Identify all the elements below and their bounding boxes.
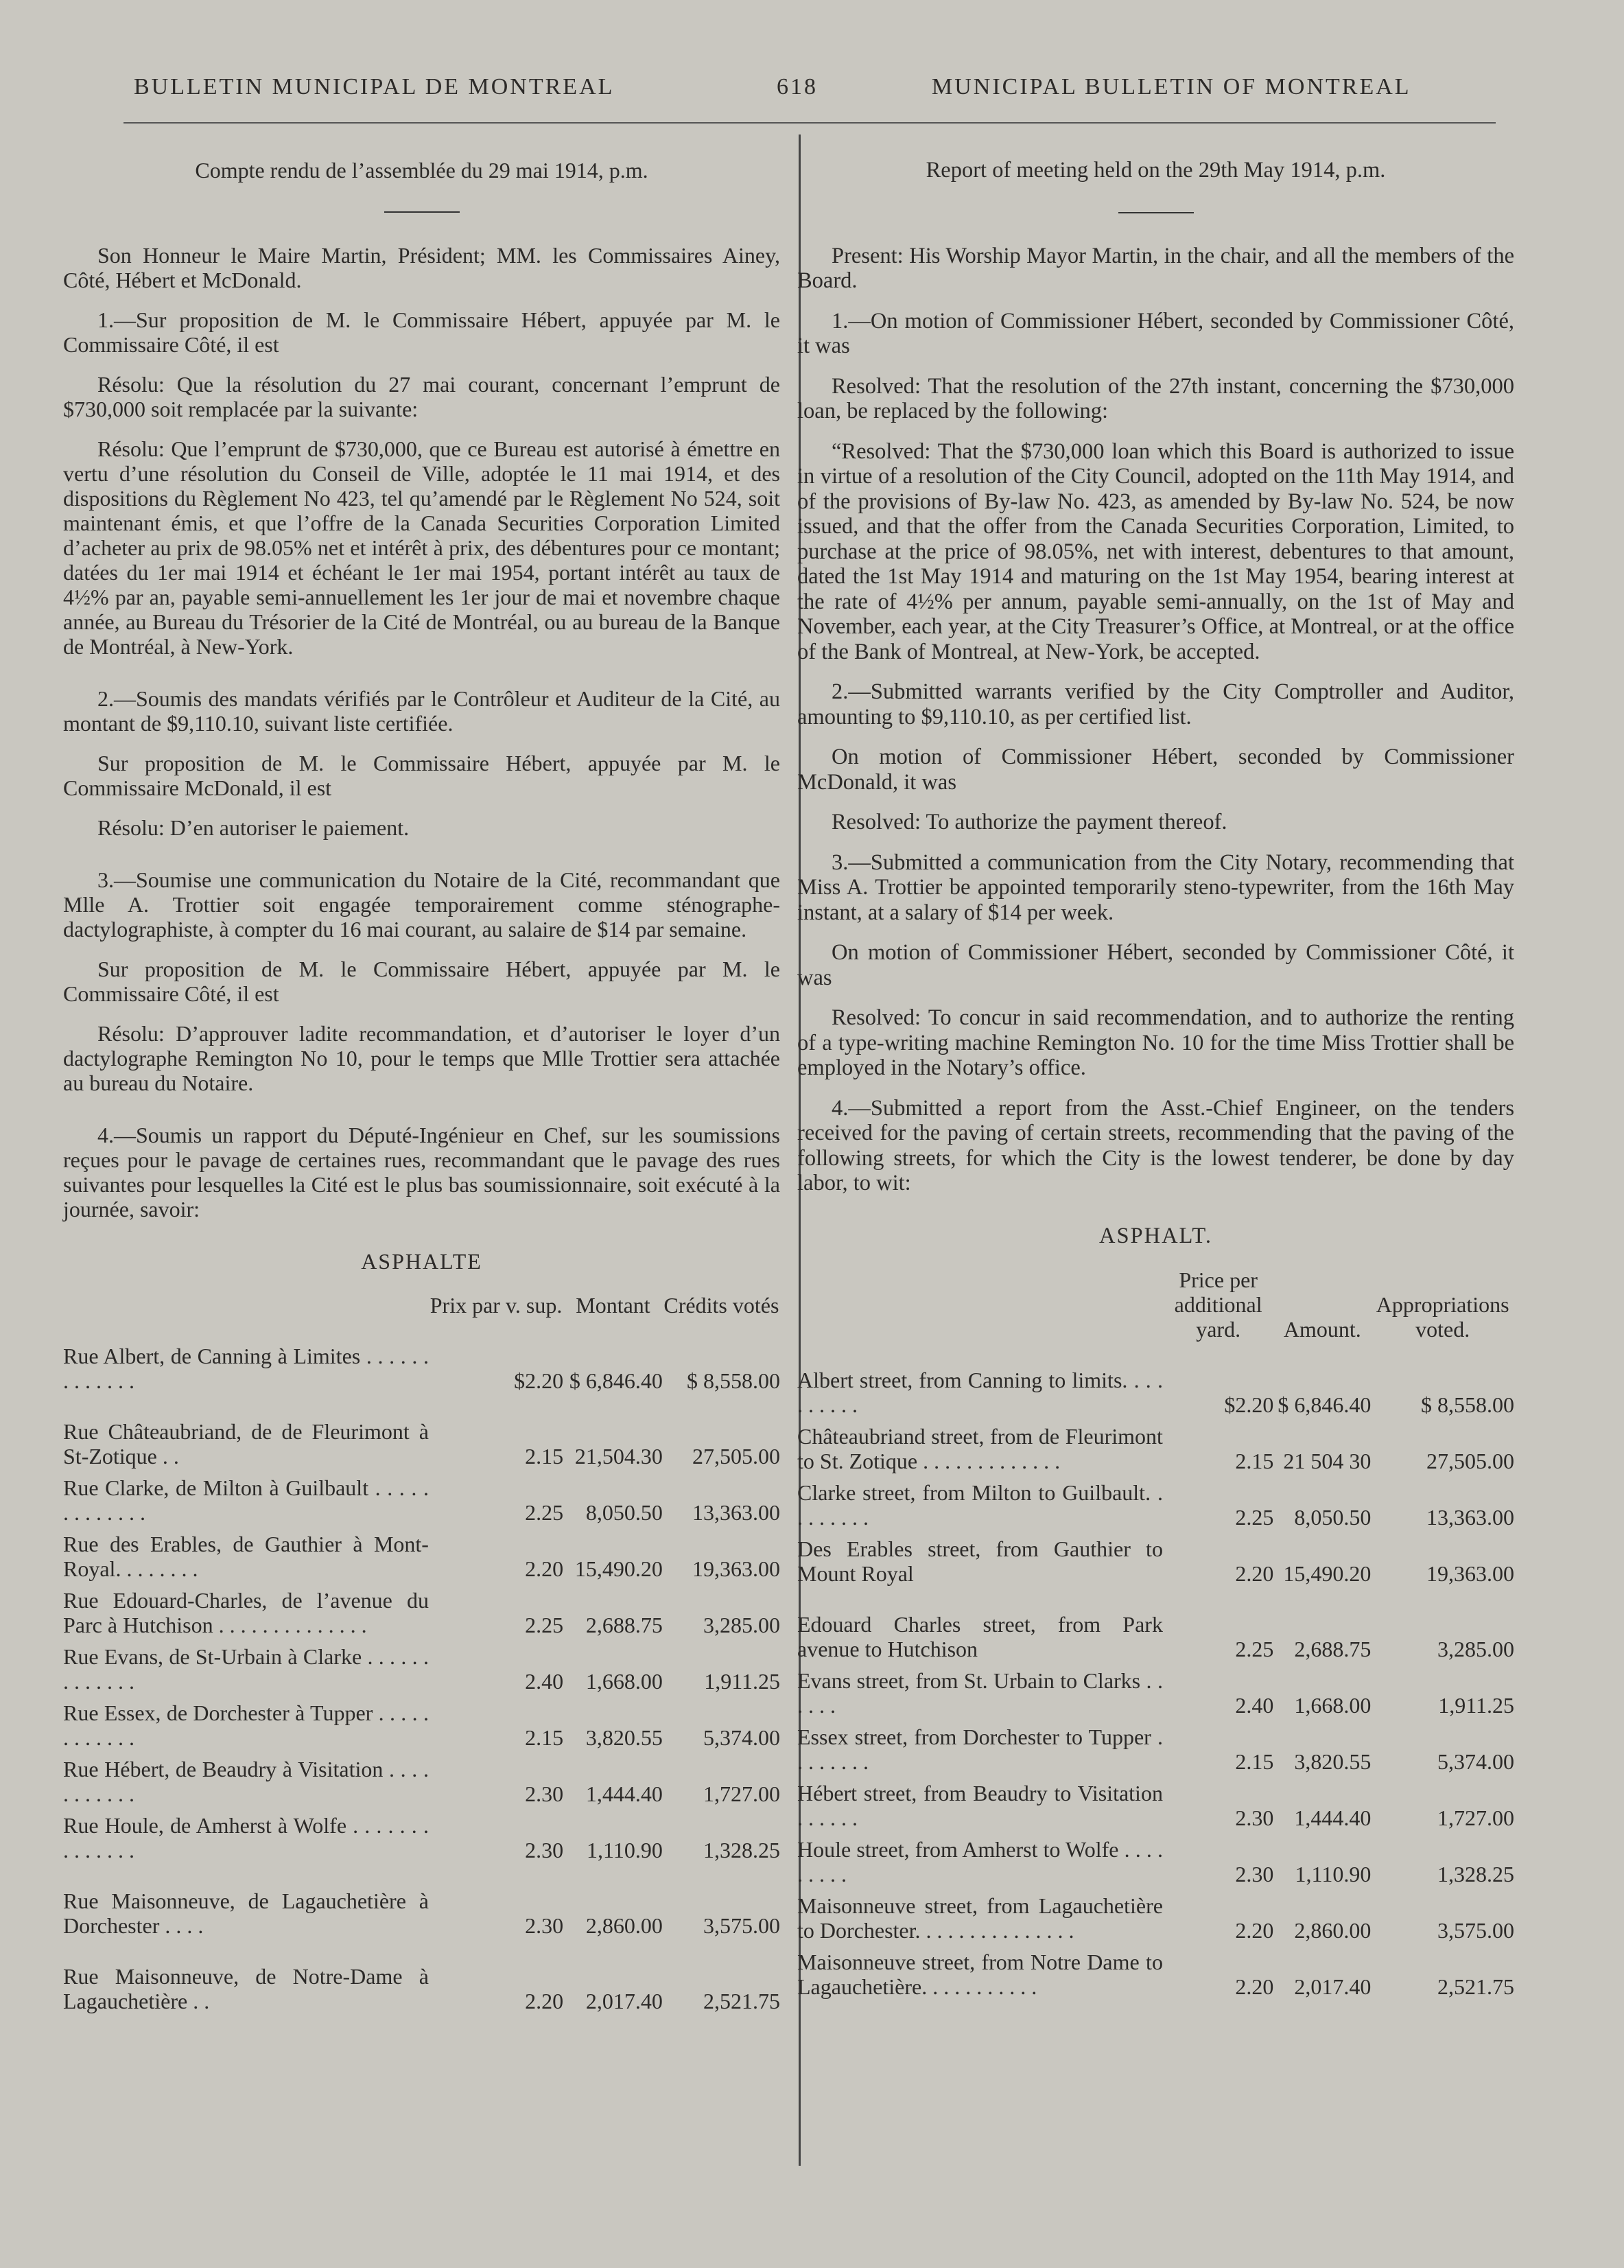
table-row [63,1862,780,1938]
credit-cell: 1,727.00 [1437,1805,1514,1830]
price-cell: 2.25 [1235,1637,1274,1661]
en-paragraph: Present: His Worship Mayor Martin, in the chair, and all the members of the Board. [797,243,1514,293]
credit-cell: 1,328.25 [703,1838,780,1862]
price-cell: 2.30 [1235,1862,1274,1886]
table-row [63,1525,780,1581]
price-cell: 2.40 [1235,1693,1274,1718]
amount-cell: 2,688.75 [585,1613,663,1637]
table-row [797,1530,1514,1586]
table-header: Appropriations voted. [1376,1292,1509,1342]
en-paragraph: 2.—Submitted warrants verified by the City Comptroller and Auditor, amounting to $9,110.10, as per certified list. [797,679,1514,729]
price-cell: 2.15 [1235,1449,1274,1473]
credit-cell: 1,328.25 [1437,1862,1514,1886]
street-cell: Rue Clarke, de Milton à Guilbault . . . . . . . . . . . . . [63,1475,429,1525]
amount-cell: $ 6,846.40 [1278,1392,1372,1417]
credit-cell: 2,521.75 [703,1989,780,2013]
street-cell: Rue Châteaubriand, de de Fleurimont à St-Zotique . . [63,1419,429,1469]
street-cell: Rue Houle, de Amherst à Wolfe . . . . . . . . . . . . . . [63,1813,429,1862]
table-row [63,1637,780,1694]
header-rule [123,122,1496,124]
english-column [797,141,1514,1999]
price-cell: 2.20 [525,1989,564,2013]
title-dash [1118,212,1194,213]
table-row [63,1938,780,2013]
title-dash [384,211,460,213]
price-cell: 2.15 [525,1725,564,1750]
street-cell: Evans street, from St. Urbain to Clarks . . . . . . [797,1668,1163,1718]
price-cell: 2.30 [525,1838,564,1862]
credit-cell: $ 8,558.00 [1421,1392,1514,1417]
credit-cell: 3,575.00 [1437,1918,1514,1943]
street-cell: Rue Evans, de St-Urbain à Clarke . . . . . . . . . . . . . [63,1644,429,1694]
table-row [797,1473,1514,1530]
amount-cell: 3,820.55 [1294,1749,1372,1774]
en-section-title: ASPHALT. [1099,1223,1212,1248]
table-row [63,1469,780,1525]
amount-cell: 21 504 30 [1283,1449,1372,1473]
street-cell: Houle street, from Amherst to Wolfe . . . . . . . . . [797,1837,1163,1886]
amount-cell: 2,017.40 [1294,1974,1372,1999]
table-row [63,1393,780,1469]
price-cell: 2.30 [525,1913,564,1938]
street-cell: Edouard Charles street, from Park avenue to Hutchison [797,1612,1163,1661]
street-cell: Albert street, from Canning to limits. . . . . . . . . . [797,1368,1163,1417]
street-cell: Rue Albert, de Canning à Limites . . . . . . . . . . . . . [63,1344,429,1393]
en-paragraph: “Resolved: That the $730,000 loan which this Board is authorized to issue in virtue of a resolution of the City Council, adopted on the 11th May 1914, and of the provisions of By-law No. 423, as amended by By-law No. 524, be now issued, and that the offer from the Canada Securities Corporation, Limited, to purchase at the price of 98.05%, net with interest, debentures to that amount, dated the 1st May 1914 and maturing on the 1st May 1954, bearing interest at the rate of 4½% per annum, payable semi-annually, on the 1st of May and November, each year, at the City Treasurer’s Office, at Montreal, or at the office of the Bank of Montreal, at New-York, be accepted. [797,439,1514,664]
credit-cell: 13,363.00 [1426,1505,1514,1530]
en-paragraph: Resolved: That the resolution of the 27th instant, concerning the $730,000 loan, be replaced by the following: [797,373,1514,423]
table-row [797,1886,1514,1943]
credit-cell: 3,575.00 [703,1913,780,1938]
price-cell: 2.20 [1235,1974,1274,1999]
fr-paragraph: Résolu: D’approuver ladite recommandation, et d’autoriser le loyer d’un dactylographe Remington No 10, pour le temps que Mlle Trottier sera attachée au bureau du Notaire. [63,1021,780,1095]
street-cell: Maisonneuve street, from Lagauchetière to Dorchester. . . . . . . . . . . . . . . [797,1893,1163,1943]
credit-cell: 27,505.00 [692,1444,780,1469]
street-cell: Hébert street, from Beaudry to Visitation . . . . . . [797,1781,1163,1830]
street-cell: Essex street, from Dorchester to Tupper . . . . . . . . [797,1725,1163,1774]
fr-paragraph: 3.—Soumise une communication du Notaire de la Cité, recommandant que Mlle A. Trottier soit engagée temporairement comme sténographe-dactylographiste, à compter du 16 mai courant, au salaire de $14 par semaine. [63,867,780,942]
table-row [797,1718,1514,1774]
credit-cell: 1,911.25 [704,1669,780,1694]
amount-cell: 2,860.00 [585,1913,663,1938]
en-paragraph: Resolved: To authorize the payment thereof. [832,810,1227,834]
credit-cell: 19,363.00 [692,1556,780,1581]
en-paragraph: 4.—Submitted a report from the Asst.-Chief Engineer, on the tenders received for the paving of certain streets, recommending that the paving of the following streets, for which the City is the lowest tenderer, be done by day labor, to wit: [797,1095,1514,1195]
fr-paragraph: Sur proposition de M. le Commissaire Hébert, appuyée par M. le Commissaire McDonald, il est [63,751,780,800]
table-header: Price per additional yard. [1174,1267,1262,1342]
street-cell: Rue Edouard-Charles, de l’avenue du Parc à Hutchison . . . . . . . . . . . . . . [63,1588,429,1637]
amount-cell: 1,110.90 [1295,1862,1372,1886]
credit-cell: $ 8,558.00 [687,1368,780,1393]
fr-paragraph: 4.—Soumis un rapport du Député-Ingénieur en Chef, sur les soumissions reçues pour le pavage de certaines rues, recommandant que le pavage des rues suivantes pour lesquelles la Cité est le plus bas soumissionnaire, soit exécuté à la journée, savoir: [63,1123,780,1221]
credit-cell: 19,363.00 [1426,1561,1514,1586]
fr-paragraph: Sur proposition de M. le Commissaire Hébert, appuyée par M. le Commissaire Côté, il est [63,957,780,1006]
amount-cell: 21,504.30 [574,1444,663,1469]
price-cell: 2.20 [1235,1918,1274,1943]
fr-paragraph: Résolu: D’en autoriser le paiement. [97,815,410,840]
credit-cell: 1,911.25 [1438,1693,1514,1718]
price-cell: $2.20 [514,1368,564,1393]
amount-cell: $ 6,846.40 [569,1368,663,1393]
table-row [797,1417,1514,1473]
price-cell: $2.20 [1224,1392,1274,1417]
fr-paragraph: Résolu: Que l’emprunt de $730,000, que ce Bureau est autorisé à émettre en vertu d’une résolution du Conseil de Ville, adoptée le 11 mai 1914, et des dispositions du Règlement No 423, tel qu’amendé par le Règlement No 524, soit maintenant émis, et que l’offre de la Canada Securities Corporation Limited d’acheter au prix de 98.05% net et intérêt à prix, des débentures pour ce montant; datées du 1er mai 1914 et échéant le 1er mai 1954, portant intérêt au taux de 4½% par an, payable semi-annuellement les 1er jour de mai et novembre chaque année, au Bureau du Trésorier de la Cité de Montréal, ou au bureau de la Banque de Montréal, à New-York. [63,436,780,659]
table-header: Amount. [1283,1317,1361,1342]
street-cell: Clarke street, from Milton to Guilbault. . . . . . . . . [797,1480,1163,1530]
fr-paragraph: Résolu: Que la résolution du 27 mai courant, concernant l’emprunt de $730,000 soit remplacée par la suivante: [63,372,780,421]
french-title: Compte rendu de l’assemblée du 29 mai 1914, p.m. [195,158,648,183]
fr-paragraph: Son Honneur le Maire Martin, Président; MM. les Commissaires Ainey, Côté, Hébert et McDonald. [63,243,780,292]
fr-asphalt-table [63,1293,780,2013]
street-cell: Rue Maisonneuve, de Notre-Dame à Lagauchetière . . [63,1964,429,2013]
page-number: 618 [777,74,818,100]
credit-cell: 3,285.00 [1437,1637,1514,1661]
amount-cell: 2,688.75 [1294,1637,1372,1661]
price-cell: 2.25 [525,1613,564,1637]
price-cell: 2.40 [525,1669,564,1694]
table-row [63,1750,780,1806]
credit-cell: 2,521.75 [1437,1974,1514,1999]
amount-cell: 8,050.50 [1294,1505,1372,1530]
amount-cell: 8,050.50 [585,1500,663,1525]
street-cell: Châteaubriand street, from de Fleurimont to St. Zotique . . . . . . . . . . . . . [797,1424,1163,1473]
amount-cell: 2,017.40 [585,1989,663,2013]
table-row [797,1774,1514,1830]
table-row [63,1694,780,1750]
amount-cell: 1,444.40 [585,1781,663,1806]
price-cell: 2.20 [525,1556,564,1581]
street-cell: Rue Maisonneuve, de Lagauchetière à Dorchester . . . . [63,1889,429,1938]
credit-cell: 5,374.00 [1437,1749,1514,1774]
street-cell: Rue Hébert, de Beaudry à Visitation . . . . . . . . . . . [63,1757,429,1806]
price-cell: 2.30 [525,1781,564,1806]
table-row [797,1661,1514,1718]
credit-cell: 1,727.00 [703,1781,780,1806]
table-header: Prix par v. sup. [429,1293,563,1318]
table-row [797,1830,1514,1886]
amount-cell: 1,668.00 [585,1669,663,1694]
en-paragraph: 1.—On motion of Commissioner Hébert, seconded by Commissioner Côté, it was [797,308,1514,358]
french-column [63,141,780,2013]
amount-cell: 15,490.20 [574,1556,663,1581]
credit-cell: 5,374.00 [703,1725,780,1750]
price-cell: 2.25 [525,1500,564,1525]
price-cell: 2.30 [1235,1805,1274,1830]
en-paragraph: On motion of Commissioner Hébert, seconded by Commissioner Côté, it was [797,940,1514,990]
fr-section-title: ASPHALTE [361,1249,482,1274]
credit-cell: 3,285.00 [703,1613,780,1637]
price-cell: 2.15 [1235,1749,1274,1774]
amount-cell: 1,444.40 [1294,1805,1372,1830]
amount-cell: 1,668.00 [1294,1693,1372,1718]
fr-paragraph: 1.—Sur proposition de M. le Commissaire Hébert, appuyée par M. le Commissaire Côté, il est [63,307,780,357]
table-row [797,1361,1514,1417]
amount-cell: 1,110.90 [587,1838,663,1862]
price-cell: 2.15 [525,1444,564,1469]
street-cell: Maisonneuve street, from Notre Dame to Lagauchetière. . . . . . . . . . . [797,1950,1163,1999]
table-header: Montant [576,1293,650,1318]
en-paragraph: Resolved: To concur in said recommendation, and to authorize the renting of a type-writing machine Remington No. 10 for the time Miss Trottier shall be employed in the Notary’s office. [797,1005,1514,1080]
table-row [797,1586,1514,1661]
table-row [63,1581,780,1637]
amount-cell: 3,820.55 [585,1725,663,1750]
price-cell: 2.20 [1235,1561,1274,1586]
header-left: BULLETIN MUNICIPAL DE MONTREAL [134,74,615,100]
table-row [63,1806,780,1862]
table-row [797,1943,1514,1999]
street-cell: Des Erables street, from Gauthier to Mount Royal [797,1536,1163,1586]
credit-cell: 13,363.00 [692,1500,780,1525]
price-cell: 2.25 [1235,1505,1274,1530]
street-cell: Rue des Erables, de Gauthier à Mont-Royal. . . . . . . . [63,1532,429,1581]
credit-cell: 27,505.00 [1426,1449,1514,1473]
header-right: MUNICIPAL BULLETIN OF MONTREAL [932,74,1411,100]
fr-paragraph: 2.—Soumis des mandats vérifiés par le Contrôleur et Auditeur de la Cité, au montant de $9,110.10, suivant liste certifiée. [63,686,780,736]
en-paragraph: 3.—Submitted a communication from the City Notary, recommending that Miss A. Trottier be appointed temporarily steno-typewriter, from the 16th May instant, at a salary of $14 per week. [797,850,1514,925]
en-asphalt-table [797,1267,1514,1999]
amount-cell: 2,860.00 [1294,1918,1372,1943]
amount-cell: 15,490.20 [1283,1561,1372,1586]
english-title: Report of meeting held on the 29th May 1914, p.m. [926,158,1386,183]
table-row [63,1337,780,1393]
table-header: Crédits votés [663,1293,779,1318]
en-paragraph: On motion of Commissioner Hébert, seconded by Commissioner McDonald, it was [797,745,1514,795]
street-cell: Rue Essex, de Dorchester à Tupper . . . . . . . . . . . . [63,1700,429,1750]
